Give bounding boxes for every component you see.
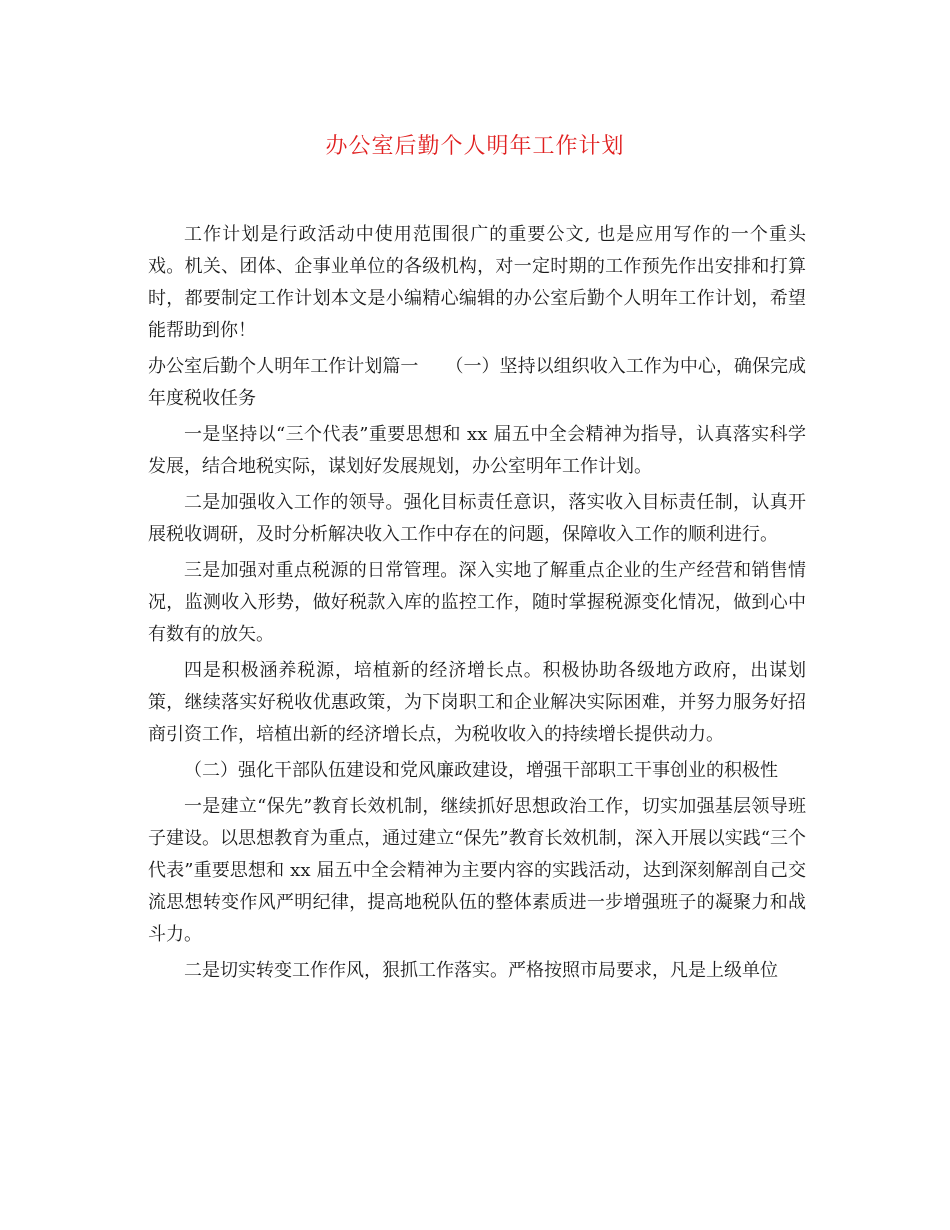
- paragraph-section-heading: 办公室后勤个人明年工作计划篇一 （一）坚持以组织收入工作为中心，确保完成年度税收任务: [148, 356, 806, 409]
- document-title: 办公室后勤个人明年工作计划: [325, 134, 625, 159]
- paragraph-item-5: 一是建立“保先”教育长效机制，继续抓好思想政治工作，切实加强基层领导班子建设。以思想教育为重点，通过建立“保先”教育长效机制，深入开展以实践“三个代表”重要思想和 xx 届五中全会精神为主要内容的实践活动，达到深刻解剖自己交流思想转变作风严明纪律，提高地税队伍的整体素质进一步增强班子的凝聚力和战斗力。: [148, 796, 806, 945]
- paragraph-subheading-2: （二）强化干部队伍建设和党风廉政建设，增强干部职工干事创业的积极性: [184, 760, 778, 781]
- document-body: [148, 219, 806, 991]
- paragraph-intro: 工作计划是行政活动中使用范围很广的重要公文, 也是应用写作的一个重头戏。机关、团体、企事业单位的各级机构，对一定时期的工作预先作出安排和打算时，都要制定工作计划本文是小编精心编辑的办公室后勤个人明年工作计划，希望能帮助到你！: [148, 224, 806, 341]
- paragraph-item-6: 二是切实转变工作作风，狠抓工作落实。严格按照市局要求，凡是上级单位: [184, 960, 778, 981]
- paragraph-item-3: 三是加强对重点税源的日常管理。深入实地了解重点企业的生产经营和销售情况，监测收入形势，做好税款入库的监控工作，随时掌握税源变化情况，做到心中有数有的放矢。: [148, 560, 806, 645]
- paragraph-item-4: 四是积极涵养税源，培植新的经济增长点。积极协助各级地方政府，出谋划策，继续落实好税收优惠政策，为下岗职工和企业解决实际困难，并努力服务好招商引资工作，培植出新的经济增长点，为税收收入的持续增长提供动力。: [148, 660, 806, 745]
- paragraph-item-1: 一是坚持以“三个代表”重要思想和 xx 届五中全会精神为指导，认真落实科学发展，结合地税实际，谋划好发展规划，办公室明年工作计划。: [148, 424, 806, 477]
- paragraph-item-2: 二是加强收入工作的领导。强化目标责任意识，落实收入目标责任制，认真开展税收调研，及时分析解决收入工作中存在的问题，保障收入工作的顺利进行。: [148, 492, 806, 545]
